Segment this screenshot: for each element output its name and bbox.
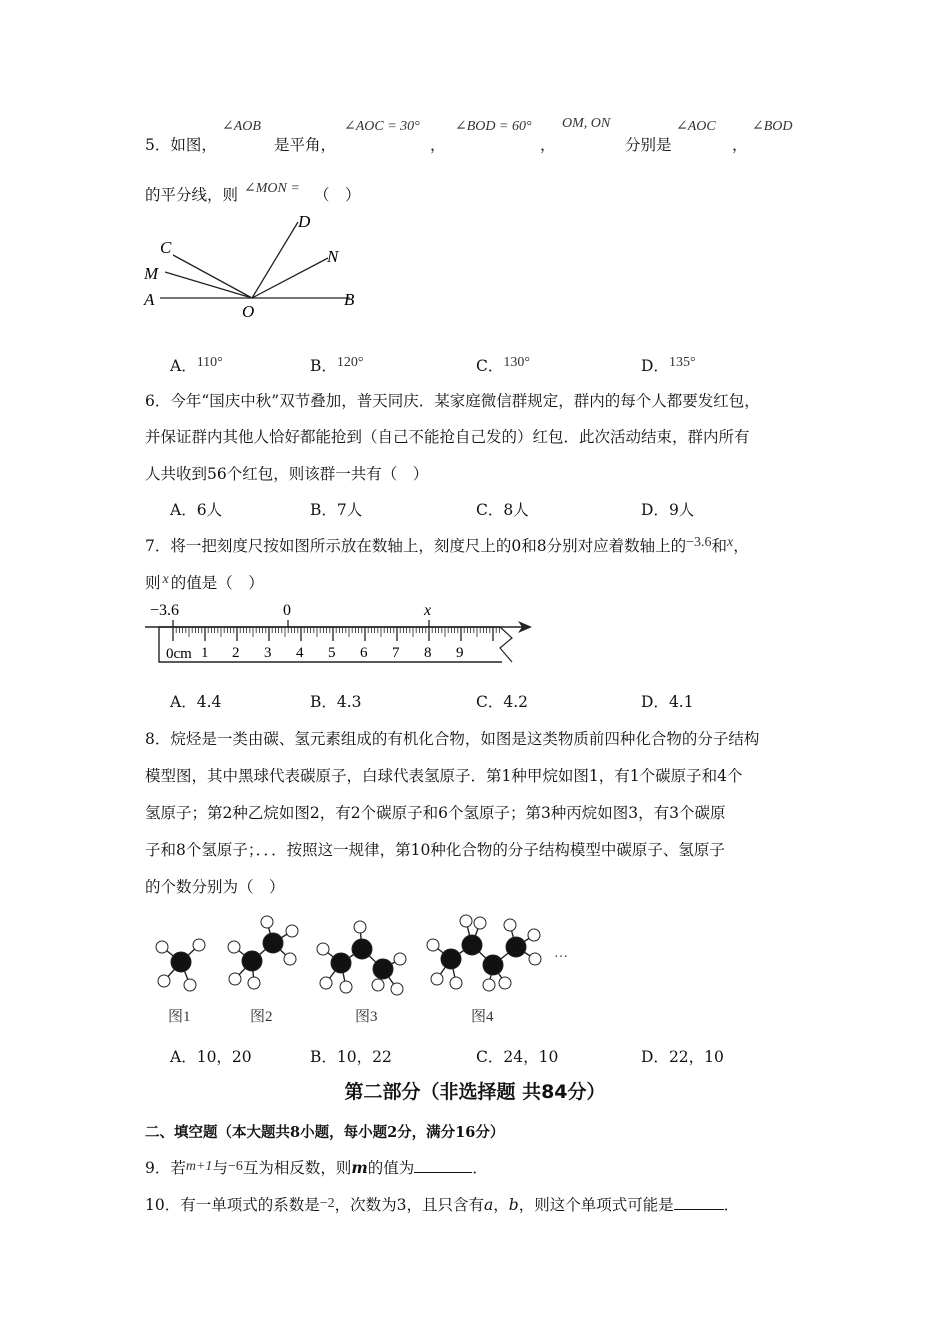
hydrogen-atom bbox=[261, 916, 273, 928]
option-value: 130° bbox=[503, 355, 530, 370]
q9-suffix: 的值为 bbox=[367, 1159, 415, 1177]
q5-comma3: ， bbox=[732, 136, 748, 154]
option-letter: A． bbox=[170, 357, 197, 375]
option-letter: C． bbox=[476, 357, 504, 375]
option-letter: A． bbox=[170, 501, 197, 519]
carbon-atom bbox=[373, 959, 393, 979]
q8-line3: 氢原子；第2种乙烷如图2，有2个碳原子和6个氢原子；第3种丙烷如图3，有3个碳原 bbox=[145, 804, 726, 822]
option-letter: D． bbox=[641, 501, 669, 519]
q6-line1: 6．今年“国庆中秋”双节叠加，普天同庆．某家庭微信群规定，群内的每个人都要发红包， bbox=[145, 392, 760, 410]
option-letter: B． bbox=[310, 357, 337, 375]
q9-end: ． bbox=[472, 1159, 488, 1177]
hydrogen-atom bbox=[391, 983, 403, 995]
q8-option-d[interactable] bbox=[641, 1045, 724, 1067]
q7-comma: ， bbox=[733, 537, 749, 555]
q8-option-c[interactable] bbox=[476, 1045, 558, 1067]
q10-mid: ，次数为3，且只含有 bbox=[334, 1196, 485, 1214]
hydrogen-atom bbox=[158, 975, 170, 987]
hydrogen-atom bbox=[248, 977, 260, 989]
fig-label-2: 图2 bbox=[250, 1009, 273, 1025]
tick-label: 7 bbox=[392, 645, 400, 661]
q6-option-a[interactable] bbox=[170, 498, 222, 520]
carbon-atom bbox=[171, 952, 191, 972]
hydrogen-atom bbox=[184, 979, 196, 991]
carbon-atom bbox=[441, 949, 461, 969]
hydrogen-atom bbox=[528, 929, 540, 941]
option-value: 4.2 bbox=[503, 693, 529, 711]
q8-option-a[interactable] bbox=[170, 1045, 252, 1067]
option-letter: B． bbox=[310, 693, 337, 711]
q7-line2 bbox=[145, 571, 264, 593]
q10-line bbox=[145, 1193, 739, 1215]
q5-angle-mon: ∠MON = bbox=[244, 181, 300, 196]
option-value: 9人 bbox=[668, 501, 695, 519]
hydrogen-atom bbox=[394, 953, 406, 965]
hydrogen-atom bbox=[320, 977, 332, 989]
hydrogen-atom bbox=[460, 915, 472, 927]
option-value: 4.3 bbox=[336, 693, 362, 711]
q5-angle-bod: ∠BOD = 60° bbox=[455, 119, 532, 134]
hydrogen-atom bbox=[450, 977, 462, 989]
q5-comma1: ， bbox=[430, 136, 446, 154]
q7-ruler-figure bbox=[140, 598, 540, 668]
tick-label: 9 bbox=[456, 645, 464, 661]
fig-label-1: 图1 bbox=[168, 1009, 191, 1025]
hydrogen-atom bbox=[504, 919, 516, 931]
tick-label: 8 bbox=[424, 645, 432, 661]
ellipsis: ··· bbox=[554, 950, 568, 965]
q10-a: a bbox=[484, 1196, 494, 1214]
label-d: D bbox=[298, 212, 311, 231]
option-value: 6人 bbox=[196, 501, 223, 519]
q5-angle-bod2: ∠BOD bbox=[752, 119, 793, 134]
option-value: 22，10 bbox=[668, 1048, 724, 1066]
fig-label-4: 图4 bbox=[471, 1009, 494, 1025]
q7-option-a[interactable] bbox=[170, 690, 221, 712]
q10-prefix: 10．有一单项式的系数是 bbox=[145, 1196, 320, 1214]
q6-line2: 并保证群内其他人恰好都能抢到（自己不能抢自己发的）红包．此次活动结束，群内所有 bbox=[145, 428, 750, 446]
option-value: 10，22 bbox=[336, 1048, 392, 1066]
q6-line3: 人共收到56个红包，则该群一共有（ ） bbox=[145, 465, 429, 483]
q9-m: m bbox=[351, 1158, 368, 1177]
label-unit: 0cm bbox=[166, 646, 192, 662]
hydrogen-atom bbox=[340, 981, 352, 993]
q9-m-plus-1: m+1 bbox=[185, 1159, 213, 1174]
option-letter: A． bbox=[170, 1048, 197, 1066]
q9-line bbox=[145, 1156, 488, 1178]
tick-label: 4 bbox=[296, 645, 304, 661]
option-value: 4.1 bbox=[668, 693, 694, 711]
q9-neg6: −6 bbox=[227, 1159, 243, 1174]
q5-option-d[interactable] bbox=[641, 354, 696, 376]
option-letter: D． bbox=[641, 357, 669, 375]
q5-angle-aoc: ∠AOC = 30° bbox=[344, 119, 420, 134]
hydrogen-atom bbox=[474, 917, 486, 929]
carbon-atom bbox=[263, 933, 283, 953]
q5-number: 5．如图， bbox=[145, 136, 217, 154]
hydrogen-atom bbox=[286, 925, 298, 937]
q10-neg2: −2 bbox=[319, 1196, 335, 1211]
q7-text: 7．将一把刻度尺按如图所示放在数轴上，刻度尺上的0和8分别对应着数轴上的 bbox=[145, 537, 687, 555]
q5-option-a[interactable] bbox=[170, 354, 223, 376]
q5-option-b[interactable] bbox=[310, 354, 364, 376]
q9-prefix: 9．若 bbox=[145, 1159, 186, 1177]
q10-suffix: ，则这个单项式可能是 bbox=[518, 1196, 674, 1214]
hydrogen-atom bbox=[427, 939, 439, 951]
q6-option-b[interactable] bbox=[310, 498, 362, 520]
carbon-atom bbox=[483, 955, 503, 975]
option-value: 8人 bbox=[503, 501, 529, 519]
q5-paren: （ ） bbox=[314, 186, 361, 204]
q7-x: x bbox=[727, 535, 734, 550]
hydrogen-atom bbox=[156, 941, 168, 953]
label-b: B bbox=[344, 290, 355, 309]
q8-line1: 8．烷烃是一类由碳、氢元素组成的有机化合物，如图是这类物质前四种化合物的分子结构 bbox=[145, 730, 760, 748]
q8-line2: 模型图，其中黑球代表碳原子，白球代表氢原子．第1种甲烷如图1，有1个碳原子和4个 bbox=[145, 767, 743, 785]
option-letter: C． bbox=[476, 693, 504, 711]
fig-label-3: 图3 bbox=[355, 1009, 378, 1025]
carbon-atom bbox=[331, 953, 351, 973]
tick-label: 6 bbox=[360, 645, 368, 661]
q7-then: 则 bbox=[145, 574, 161, 592]
q6-option-d[interactable] bbox=[641, 498, 694, 520]
q8-line4: 子和8个氢原子；．．．按照这一规律，第10种化合物的分子结构模型中碳原子、氢原子 bbox=[145, 841, 725, 859]
q10-sep: ， bbox=[493, 1196, 509, 1214]
q5-option-c[interactable] bbox=[476, 354, 530, 376]
option-letter: B． bbox=[310, 501, 337, 519]
hydrogen-atom bbox=[372, 979, 384, 991]
q5-line1 bbox=[145, 133, 217, 155]
q5-angle-aob: ∠AOB bbox=[222, 119, 261, 134]
option-value: 120° bbox=[336, 355, 364, 370]
q7-and: 和 bbox=[711, 537, 728, 555]
q10-b: b bbox=[508, 1196, 519, 1214]
q5-om-on: OM, ON bbox=[562, 116, 611, 131]
option-letter: D． bbox=[641, 693, 669, 711]
tick-label: 1 bbox=[201, 645, 209, 661]
part2-title: 第二部分（非选择题 共84分） bbox=[344, 1081, 606, 1103]
label-zero: 0 bbox=[283, 602, 291, 619]
q9-mid: 互为相反数，则 bbox=[242, 1159, 352, 1177]
hydrogen-atom bbox=[284, 953, 296, 965]
tick-label: 5 bbox=[328, 645, 336, 661]
option-value: 4.4 bbox=[196, 693, 222, 711]
option-letter: C． bbox=[476, 1048, 504, 1066]
q7-option-d[interactable] bbox=[641, 690, 694, 712]
q9-answer-blank[interactable] bbox=[414, 1158, 472, 1173]
hydrogen-atom bbox=[529, 953, 541, 965]
hydrogen-atom bbox=[499, 977, 511, 989]
hydrogen-atom bbox=[317, 943, 329, 955]
label-o: O bbox=[242, 302, 255, 321]
q10-answer-blank[interactable] bbox=[674, 1195, 724, 1210]
hydrogen-atom bbox=[431, 973, 443, 985]
q7-x2: x bbox=[162, 572, 169, 587]
q7-option-c[interactable] bbox=[476, 690, 528, 712]
label-n: N bbox=[327, 247, 339, 266]
option-value: 135° bbox=[668, 355, 696, 370]
option-letter: B． bbox=[310, 1048, 337, 1066]
carbon-atom bbox=[506, 937, 526, 957]
option-letter: A． bbox=[170, 693, 197, 711]
q5-line2-prefix: 的平分线，则 bbox=[145, 186, 239, 204]
option-value: 24，10 bbox=[503, 1048, 559, 1066]
q8-line5: 的个数分别为（ ） bbox=[145, 878, 285, 896]
q7-line1 bbox=[145, 534, 749, 556]
option-letter: C． bbox=[476, 501, 504, 519]
label-neg36: −3.6 bbox=[150, 602, 180, 619]
label-a: A bbox=[144, 290, 155, 309]
carbon-atom bbox=[352, 939, 372, 959]
option-value: 10，20 bbox=[196, 1048, 252, 1066]
hydrogen-atom bbox=[193, 939, 205, 951]
q7-question: 的值是（ ） bbox=[170, 574, 264, 592]
q5-angle-aoc2: ∠AOC bbox=[676, 119, 716, 134]
option-letter: D． bbox=[641, 1048, 669, 1066]
q9-with: 与 bbox=[212, 1159, 228, 1177]
q5-is-straight: 是平角， bbox=[274, 136, 337, 154]
ruler-ticks bbox=[173, 620, 499, 641]
q7-neg36: −3.6 bbox=[686, 535, 712, 550]
molecule-models bbox=[156, 915, 541, 995]
q6-option-c[interactable] bbox=[476, 498, 529, 520]
q10-end: ． bbox=[723, 1196, 740, 1214]
carbon-atom bbox=[242, 951, 262, 971]
label-x: x bbox=[424, 602, 432, 619]
tick-label: 3 bbox=[264, 645, 272, 661]
tick-label: 2 bbox=[232, 645, 240, 661]
label-m: M bbox=[144, 264, 159, 283]
carbon-atom bbox=[462, 935, 482, 955]
label-c: C bbox=[160, 238, 172, 257]
q8-molecule-figure bbox=[150, 905, 590, 1035]
hydrogen-atom bbox=[229, 973, 241, 985]
q5-comma2: ， bbox=[540, 136, 556, 154]
option-value: 7人 bbox=[336, 501, 363, 519]
q7-option-b[interactable] bbox=[310, 690, 362, 712]
option-value: 110° bbox=[196, 355, 223, 370]
q8-option-b[interactable] bbox=[310, 1045, 392, 1067]
q5-respectively: 分别是 bbox=[625, 136, 672, 154]
hydrogen-atom bbox=[354, 921, 366, 933]
hydrogen-atom bbox=[483, 979, 495, 991]
q5-angle-figure bbox=[140, 210, 370, 325]
hydrogen-atom bbox=[228, 941, 240, 953]
section-heading: 二、填空题（本大题共8小题，每小题2分，满分16分） bbox=[145, 1124, 505, 1141]
